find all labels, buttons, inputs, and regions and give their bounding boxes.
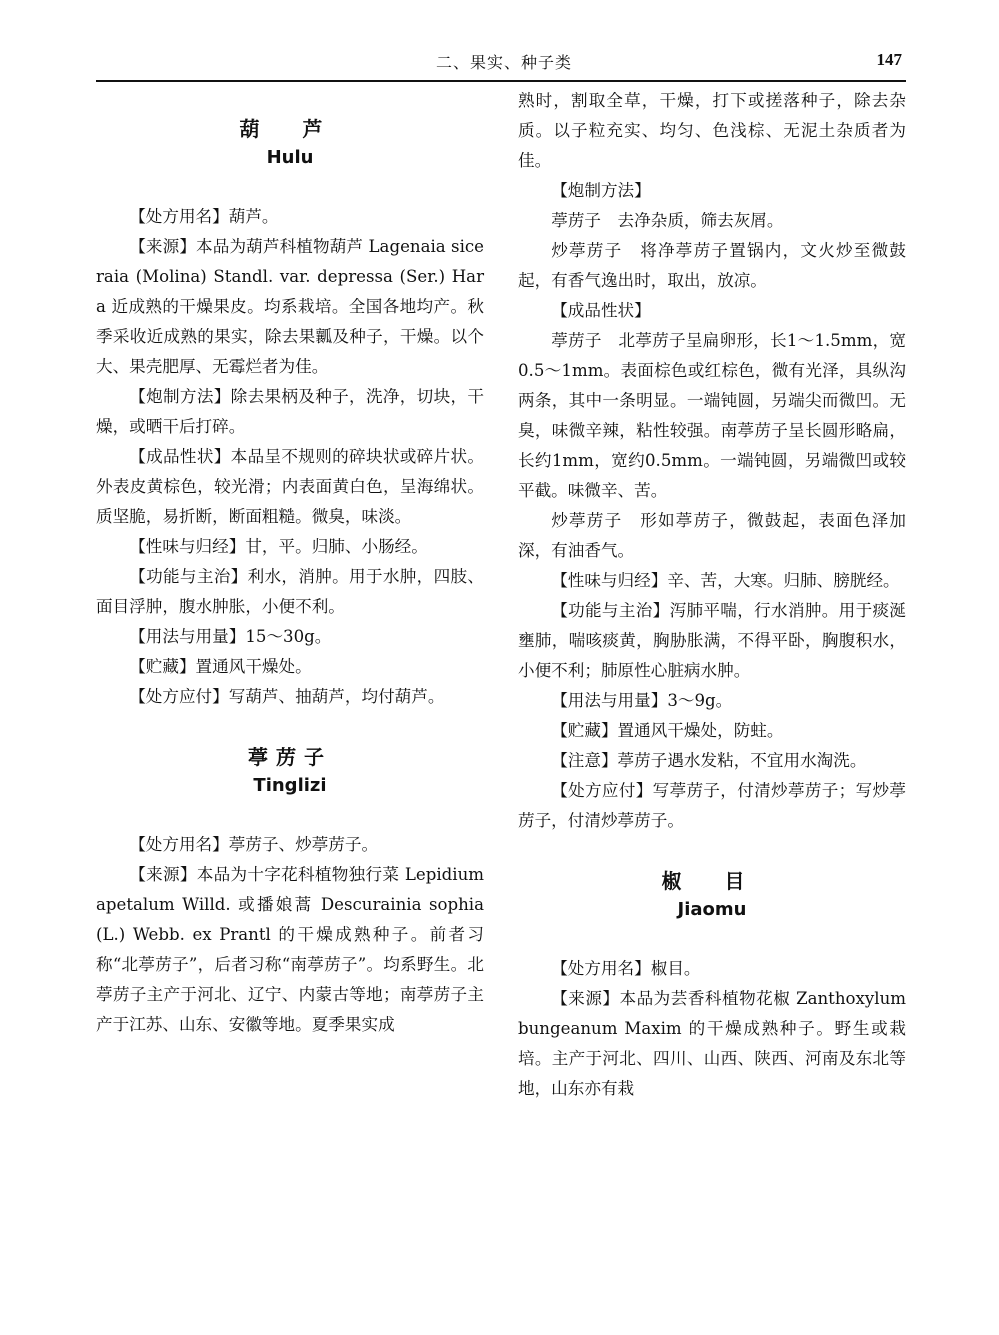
entry-pinyin: Jiaomu — [677, 899, 747, 920]
paragraph: 【用法与用量】15～30g。 — [129, 627, 332, 646]
running-header — [96, 44, 906, 82]
paragraph: 【注意】葶苈子遇水发粘，不宜用水淘洗。 — [551, 751, 867, 770]
paragraph: 【处方用名】葫芦。 — [129, 207, 279, 226]
entry-pinyin: Hulu — [266, 147, 314, 168]
paragraph: 葶苈子 北葶苈子呈扁卵形，长1～1.5mm，宽0.5～1mm。表面棕色或红棕色，微有光泽，具纵沟两条，其中一条明显。一端钝圆，另端尖而微凹。无臭，味微辛辣，粘性较强。南葶苈子呈长圆形略扁，长约1mm，宽约0.5mm。一端钝圆，另端微凹或较平截。味微辛、苦。 — [518, 331, 906, 500]
paragraph: 炒葶苈子 形如葶苈子，微鼓起，表面色泽加深，有油香气。 — [518, 511, 906, 560]
paragraph: 【功能与主治】利水，消肿。用于水肿，四肢、面目浮肿，腹水肿胀，小便不利。 — [96, 567, 484, 616]
paragraph: 葶苈子 去净杂质，筛去灰屑。 — [551, 211, 784, 230]
page-number: 147 — [876, 50, 902, 69]
entry-jiaomu-heading — [518, 866, 906, 924]
paragraph: 【性味与归经】甘，平。归肺、小肠经。 — [129, 537, 428, 556]
paragraph: 【处方应付】写葫芦、抽葫芦，均付葫芦。 — [129, 687, 445, 706]
right-column — [518, 86, 906, 1104]
paragraph: 【处方用名】葶苈子、炒葶苈子。 — [129, 835, 379, 854]
entry-pinyin: Tinglizi — [253, 775, 327, 796]
paragraph: 【贮藏】置通风干燥处，防蛀。 — [551, 721, 784, 740]
paragraph: 【用法与用量】3～9g。 — [551, 691, 733, 710]
paragraph: 【性味与归经】辛、苦，大寒。归肺、膀胱经。 — [551, 571, 900, 590]
paragraph: 【炮制方法】 — [551, 181, 651, 200]
entry-title: 葫 芦 — [239, 117, 341, 141]
left-column — [96, 86, 484, 1040]
paragraph: 【炮制方法】除去果柄及种子，洗净，切块，干燥，或晒干后打碎。 — [96, 387, 484, 436]
chapter-title: 二、果实、种子类 — [436, 53, 573, 72]
entry-title: 椒 目 — [661, 869, 763, 893]
paragraph: 【来源】本品为十字花科植物独行菜 Lepidium apetalum Willd. 或播娘蒿 Descurainia sophia (L.) Webb. ex Prantl 的干燥成熟种子。前者习称“北葶苈子”，后者习称“南葶苈子”。均系野生。北葶苈子主产于河北、辽宁、内蒙古等地；南葶苈子主产于江苏、山东、安徽等地。夏季果实成 — [96, 865, 484, 1034]
paragraph: 炒葶苈子 将净葶苈子置锅内，文火炒至微鼓起，有香气逸出时，取出，放凉。 — [518, 241, 906, 290]
entry-title: 葶苈子 — [248, 745, 332, 769]
paragraph: 【处方应付】写葶苈子，付清炒葶苈子；写炒葶苈子，付清炒葶苈子。 — [518, 781, 906, 830]
entry-tinglizi-heading — [96, 742, 484, 800]
paragraph-continued: 熟时，割取全草，干燥，打下或搓落种子，除去杂质。以子粒充实、均匀、色浅棕、无泥土杂质者为佳。 — [518, 91, 906, 170]
paragraph: 【成品性状】 — [551, 301, 651, 320]
paragraph: 【贮藏】置通风干燥处。 — [129, 657, 312, 676]
entry-hulu-heading — [96, 114, 484, 172]
paragraph: 【来源】本品为芸香科植物花椒 Zanthoxylum bungeanum Maxim 的干燥成熟种子。野生或栽培。主产于河北、四川、山西、陕西、河南及东北等地，山东亦有栽 — [518, 989, 906, 1098]
paragraph: 【成品性状】本品呈不规则的碎块状或碎片状。外表皮黄棕色，较光滑；内表面黄白色，呈海绵状。质坚脆，易折断，断面粗糙。微臭，味淡。 — [96, 447, 484, 526]
paragraph: 【功能与主治】泻肺平喘，行水消肿。用于痰涎壅肺，喘咳痰黄，胸胁胀满，不得平卧，胸腹积水，小便不利；肺原性心脏病水肿。 — [518, 601, 906, 680]
paragraph: 【处方用名】椒目。 — [551, 959, 701, 978]
paragraph: 【来源】本品为葫芦科植物葫芦 Lagenaia siceraia (Molina) Standl. var. depressa (Ser.) Hara 近成熟的干燥果皮。均系栽培。全国各地均产。秋季采收近成熟的果实，除去果瓤及种子，干燥。以个大、果壳肥厚、无霉烂者为佳。 — [96, 237, 484, 376]
